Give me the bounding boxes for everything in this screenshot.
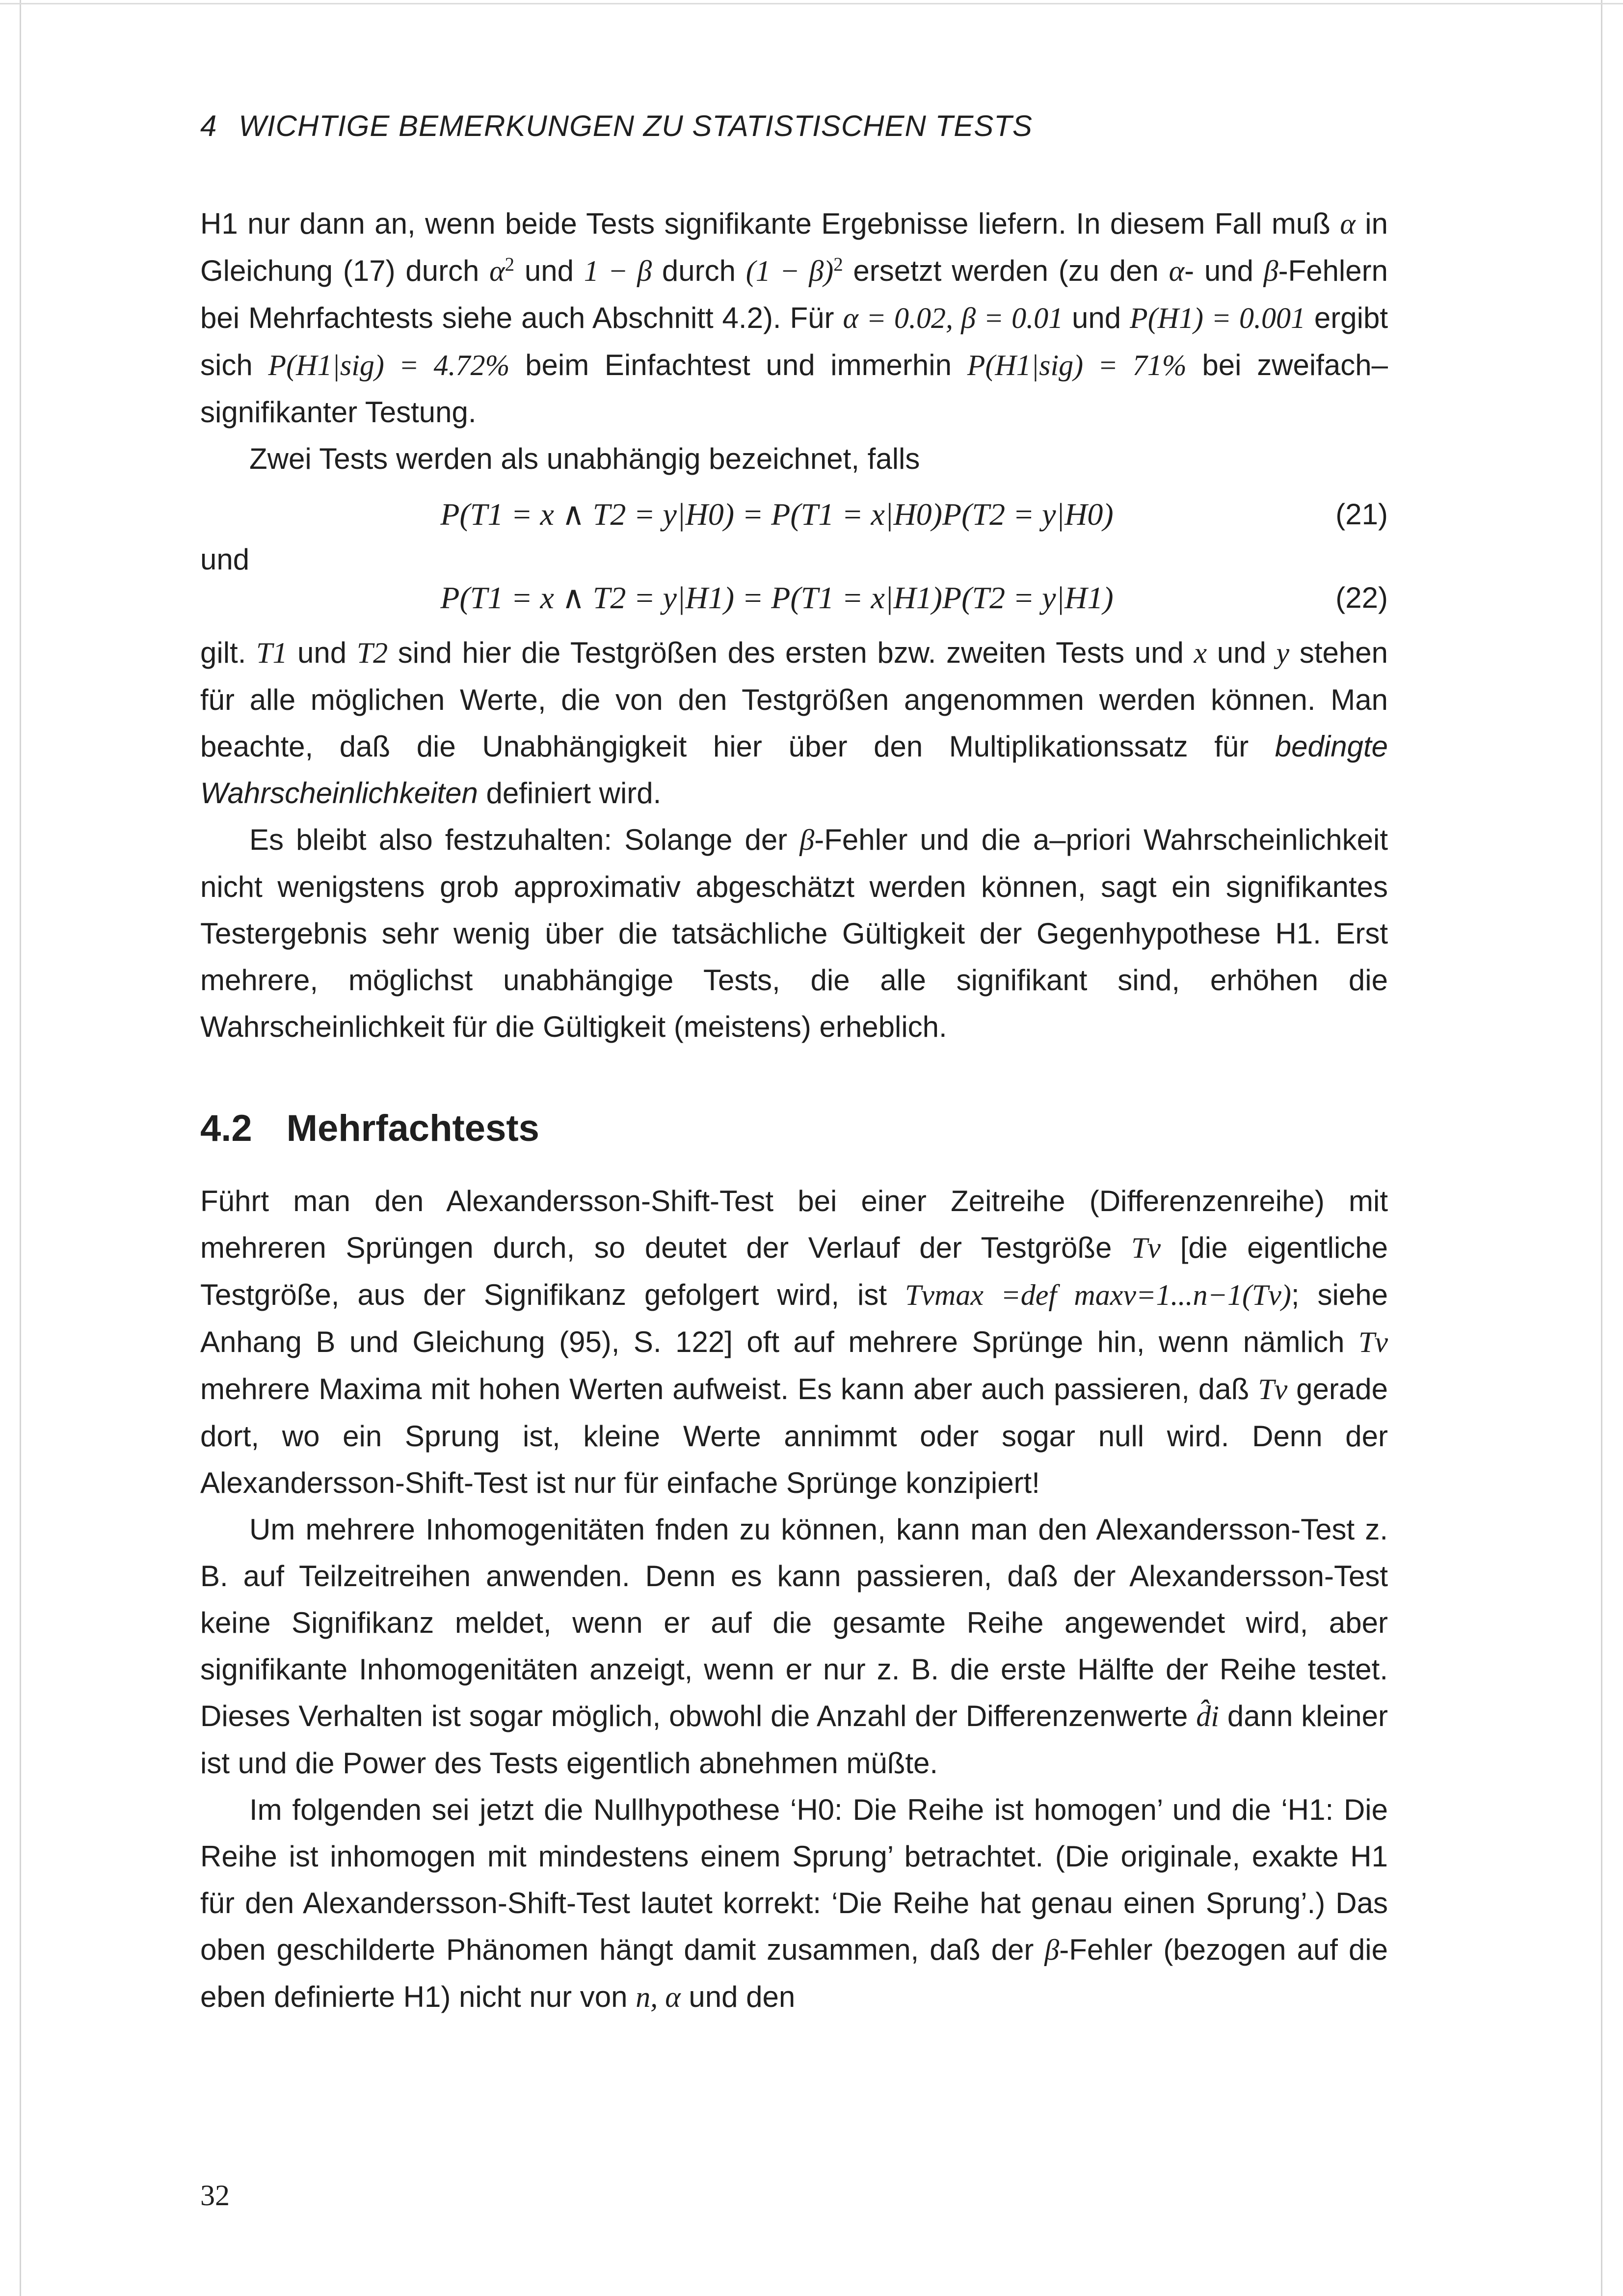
connector-word: und	[200, 543, 250, 576]
section-number: 4.2	[200, 1107, 252, 1149]
paragraph: gilt. T1 und T2 sind hier die Testgrößen des ersten bzw. zweiten Tests und x und y stehen für alle möglichen Werte, die von den Testgrößen angenommen werden können. Man beachte, daß die Unabhängigkeit hier über den Multiplikationssatz für bedingte Wahrscheinlichkeiten definiert wird.	[200, 636, 1388, 810]
scan-edge-right	[1601, 0, 1602, 2296]
section-title: Mehrfachtests	[286, 1107, 539, 1149]
paragraph: Im folgenden sei jetzt die Nullhypothese ‘H0: Die Reihe ist homogen’ und die ‘H1: Die Reihe ist inhomogen mit mindestens einem Sprung’ betrachtet. (Die originale, exakte H1 für den Alexandersson-Shift-Test lautet korrekt: ‘Die Reihe hat genau einen Sprung’.) Das oben geschilderte Phänomen hängt damit zusammen, daß der β-Fehler (bezogen auf die eben definierte H1) nicht nur von n, α und den	[200, 1793, 1388, 2013]
equation-22	[200, 566, 1388, 629]
page-number: 32	[200, 2179, 230, 2212]
chapter-title: WICHTIGE BEMERKUNGEN ZU STATISTISCHEN TESTS	[239, 109, 1033, 142]
equation-number: (22)	[1335, 581, 1388, 614]
running-header	[200, 109, 1388, 143]
equation-formula: P(T1 = x ∧ T2 = y|H1) = P(T1 = x|H1)P(T2 = y|H1)	[440, 580, 1114, 615]
equation-22-block	[200, 543, 1388, 615]
paragraph: Es bleibt also festzuhalten: Solange der β-Fehler und die a–priori Wahrscheinlichkeit nicht wenigstens grob approximativ abgeschätzt werden können, sagt ein signifikantes Testergebnis sehr wenig über die tatsächliche Gültigkeit der Gegenhypothese H1. Erst mehrere, möglichst unabhängige Tests, die alle signifikant sind, erhöhen die Wahrscheinlichkeit für die Gültigkeit (meistens) erheblich.	[200, 823, 1388, 1043]
equation-21	[200, 482, 1388, 546]
paragraph: Um mehrere Inhomogenitäten fnden zu können, kann man den Alexandersson-Test z. B. auf Teilzeitreihen anwenden. Denn es kann passieren, daß der Alexandersson-Test keine Signifikanz meldet, wenn er auf die gesamte Reihe angewendet wird, aber signifikante Inhomogenitäten anzeigt, wenn er nur z. B. die erste Hälfte der Reihe testet. Dieses Verhalten ist sogar möglich, obwohl die Anzahl der Differenzenwerte d̂i dann kleiner ist und die Power des Tests eigentlich abnehmen müßte.	[200, 1513, 1388, 1780]
paragraph: Führt man den Alexandersson-Shift-Test bei einer Zeitreihe (Differenzenreihe) mit mehreren Sprüngen durch, so deutet der Verlauf der Testgröße Tν [die eigentliche Testgröße, aus der Signifikanz gefolgert wird, ist Tνmax =def maxν=1...n−1(Tν); siehe Anhang B und Gleichung (95), S. 122] oft auf mehrere Sprünge hin, wenn nämlich Tν mehrere Maxima mit hohen Werten aufweist. Es kann aber auch passieren, daß Tν gerade dort, wo ein Sprung ist, kleine Werte annimmt oder sogar null wird. Denn der Alexandersson-Shift-Test ist nur für einfache Sprünge konzipiert!	[200, 1185, 1388, 1499]
paragraph: Zwei Tests werden als unabhängig bezeichnet, falls	[249, 442, 920, 475]
emphasis: bedingte Wahrscheinlichkeiten	[200, 730, 1388, 810]
scan-edge-top	[0, 3, 1623, 4]
chapter-number: 4	[200, 109, 217, 142]
body-text	[200, 200, 1388, 2021]
section-heading	[200, 1104, 1388, 1153]
scan-edge-left	[20, 0, 21, 2296]
paragraph: H1 nur dann an, wenn beide Tests signifikante Ergebnisse liefern. In diesem Fall muß α in Gleichung (17) durch $\alpha^2$ und 1 − β durch $(1 - \beta)^2$ ersetzt werden (zu den α- und β-Fehlern bei Mehrfachtests siehe auch Abschnitt 4.2). Für α = 0.02, β = 0.01 und P(H1) = 0.001 ergibt sich P(H1|sig) = 4.72% beim Einfachtest und immerhin P(H1|sig) = 71% bei zweifach–signifikanter Testung.	[200, 207, 1388, 429]
equation-number: (21)	[1335, 497, 1388, 531]
equation-formula: P(T1 = x ∧ T2 = y|H0) = P(T1 = x|H0)P(T2 = y|H0)	[440, 496, 1114, 532]
